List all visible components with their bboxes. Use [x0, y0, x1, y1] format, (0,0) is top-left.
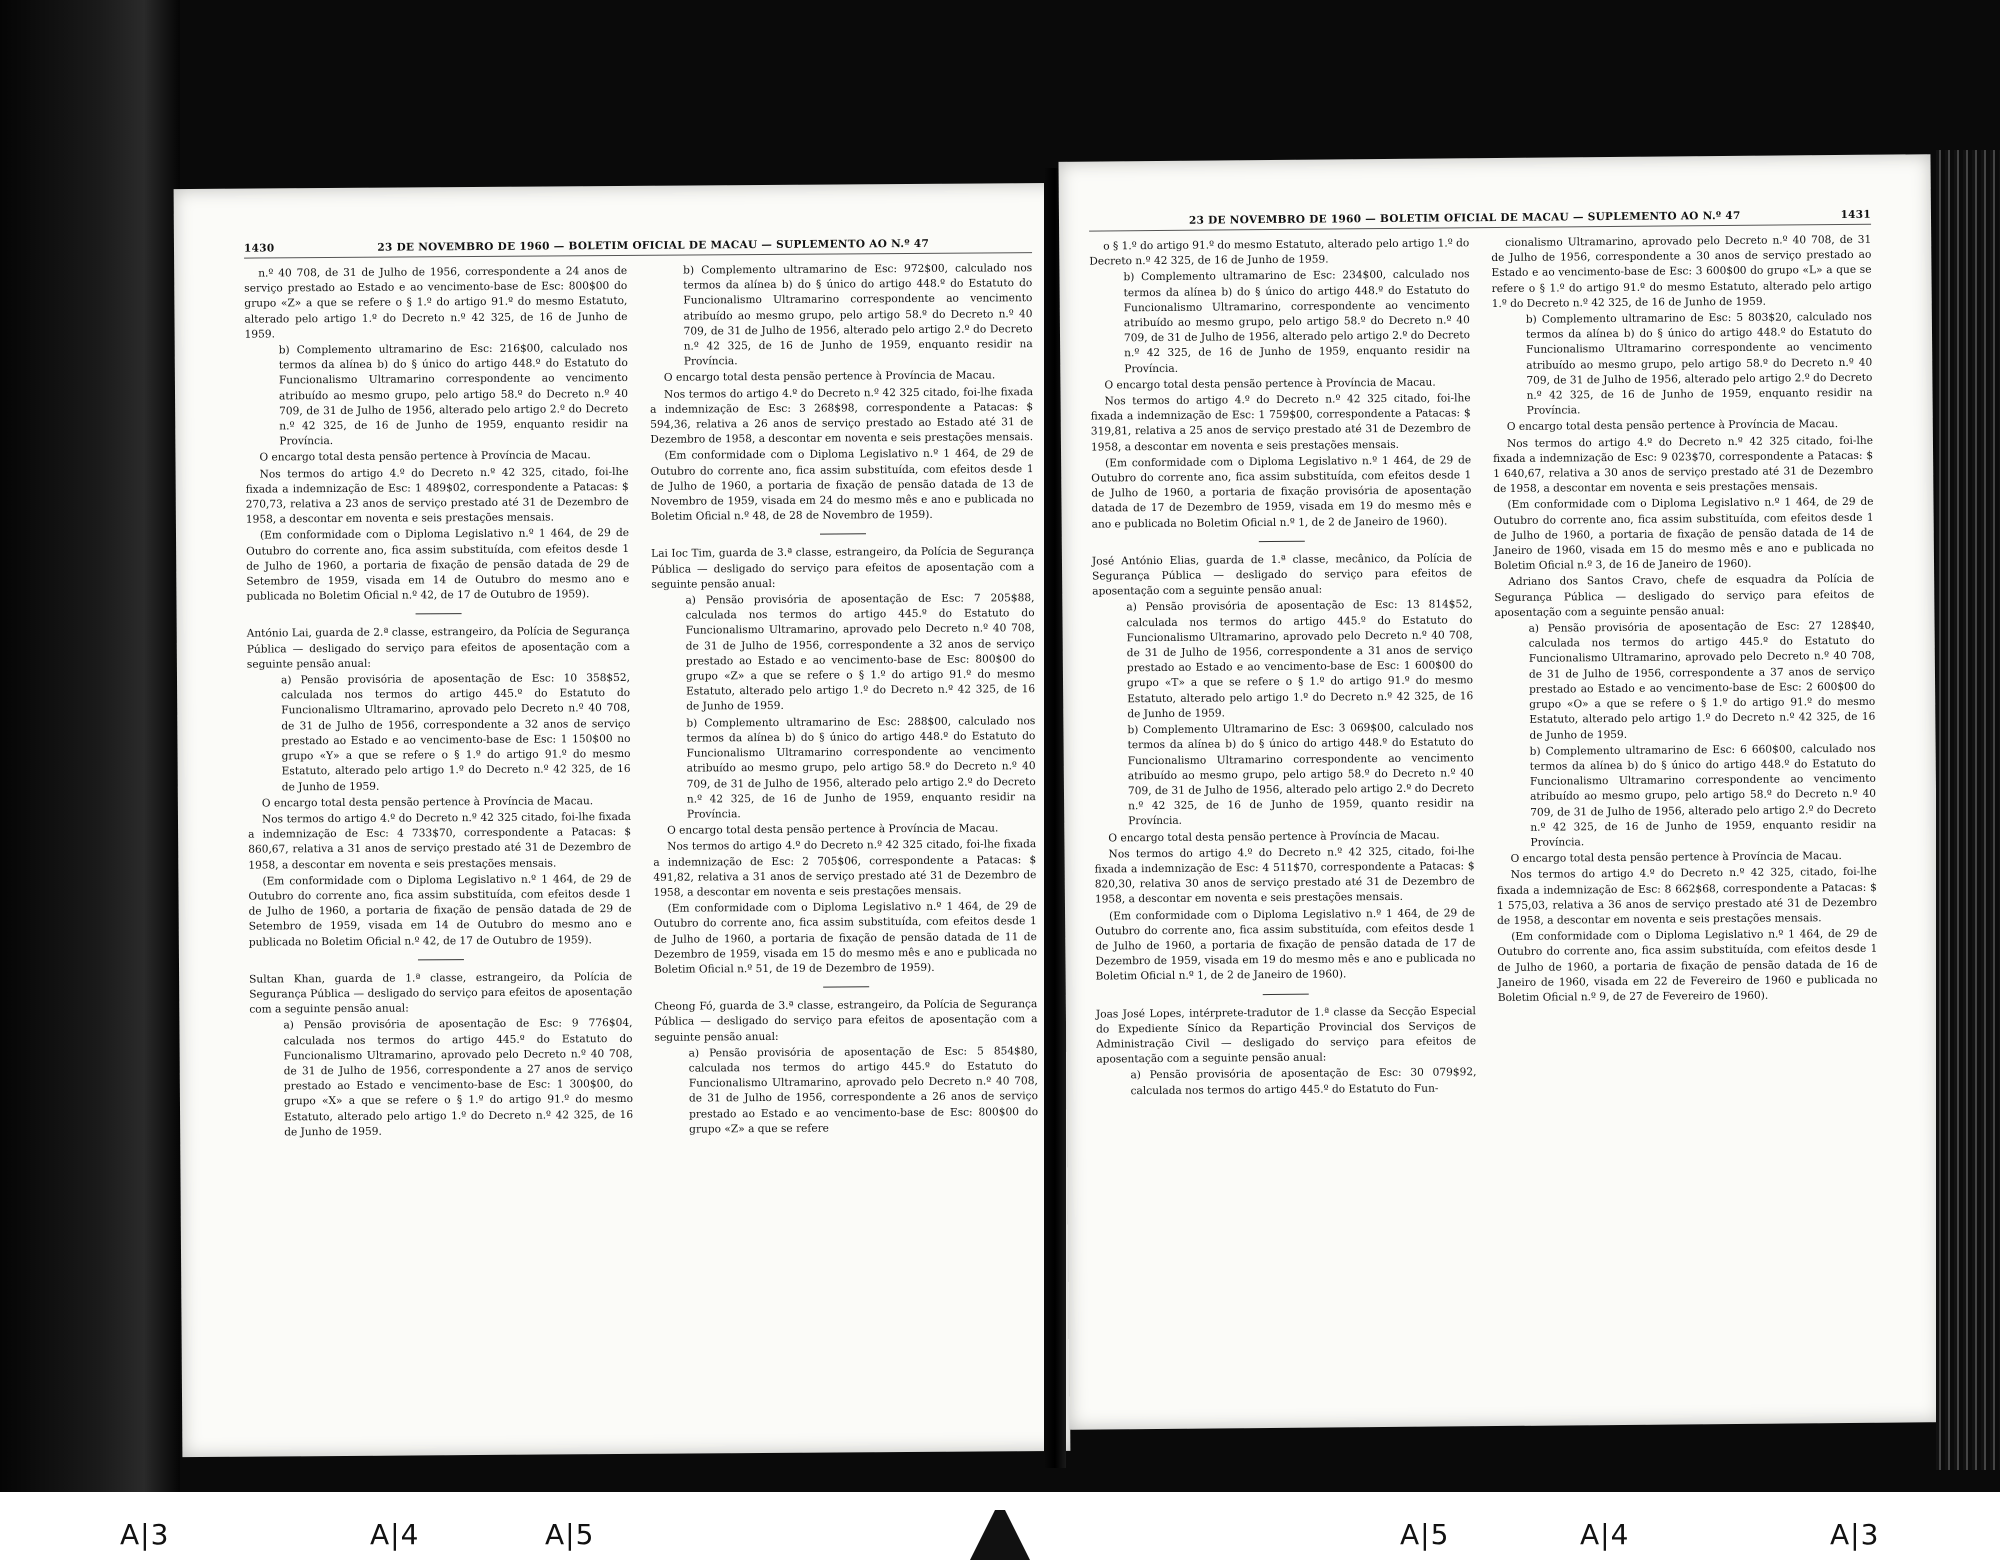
paragraph: (Em conformidade com o Diploma Legislativo n.º 1 464, de 29 de Outubro do corrente ano, fica assim substituída, com efeitos desde 1 de Julho de 1960, a portaria de fixação de pensão datada de 16 de Janeiro de 1960, visada em 22 de Fevereiro de 1960 e publicada no Boletim Oficial n.º 9, de 27 de Fevereiro de 1960). [1497, 927, 1878, 1004]
entry-separator [823, 986, 869, 987]
paragraph: Nos termos do artigo 4.º do Decreto n.º 42 325 citado, foi-lhe fixada a indemnização de Esc: 4 733$70, correspondente a Patacas: $ 860,67, relativa a 31 anos de serviço prestado até 31 de Dezembro de 1958, a descontar em noventa e seis prestações mensais. [248, 810, 632, 872]
right-running-head [1089, 209, 1871, 232]
entry-separator [1259, 541, 1305, 542]
pensioner-entry: António Lai, guarda de 2.ª classe, estrangeiro, da Polícia de Segurança Pública — desligado do serviço para efeitos de aposentação com a seguinte pensão anual: [246, 625, 630, 671]
pension-item: a) Pensão provisória de aposentação de Esc: 5 854$80, calculada nos termos do artigo 445.º do Estatuto do Funcionalismo Ultramarino, aprovado pelo Decreto n.º 40 708, de 31 de Julho de 1956, correspondente a 26 anos de serviço prestado ao Estado e ao vencimento-base de Esc: 800$00 do grupo «Z» a que se refere [688, 1044, 1039, 1136]
pensioner-entry: Cheong Fó, guarda de 3.ª classe, estrangeiro, da Polícia de Segurança Pública — desligado do serviço para efeitos de aposentação com a seguinte pensão anual: [654, 998, 1038, 1044]
left-page-number: 1430 [243, 242, 275, 255]
entry-separator [415, 614, 461, 615]
pension-item: a) Pensão provisória de aposentação de Esc: 13 814$52, calculada nos termos do artigo 445.º do Estatuto do Funcionalismo Ultramarino, aprovado pelo Decreto n.º 40 708, de 31 de Julho de 1956, correspondente a 31 anos de serviço prestado ao Estado e ao vencimento-base de Esc: 1 600$00 do grupo «T» a que se refere o § 1.º do artigo 91.º do mesmo Estatuto, alterado pelo artigo 1.º do Decreto n.º 42 325, de 16 de Junho de 1959. [1126, 598, 1474, 721]
paragraph: O encargo total desta pensão pertence à Província de Macau. [259, 449, 591, 464]
paragraph: O encargo total desta pensão pertence à Província de Macau. [261, 794, 594, 810]
pensioner-entry: José António Elias, guarda de 1.ª classe, mecânico, da Polícia de Segurança Pública — desligado do serviço para efeitos de aposentação com a seguinte pensão anual: [1091, 552, 1473, 598]
paragraph: O encargo total desta pensão pertence à Província de Macau. [1104, 376, 1436, 392]
paragraph: Nos termos do artigo 4.º do Decreto n.º 42 325 citado, foi-lhe fixada a indemnização de Esc: 3 268$98, correspondente a Patacas: $ 594,36, relativa a 26 anos de serviço prestado ao Estado até 31 de Dezembro de 1958, a descontar em noventa e seis prestações mensais. [650, 385, 1034, 447]
paragraph: O encargo total desta pensão pertence à Província de Macau. [1506, 418, 1839, 434]
paragraph: Nos termos do artigo 4.º do Decreto n.º 42 325, citado, foi-lhe fixada a indemnização de Esc: 8 662$68, correspondente a Patacas: $ 1 575,03, relativa a 36 anos de serviço prestado até 31 de Dezembro de 1958, a descontar em noventa e seis prestações mensais. [1496, 866, 1878, 927]
paragraph: O encargo total desta pensão pertence à Província de Macau. [1108, 829, 1440, 844]
film-mark-a3-right: A|3 [1830, 1518, 1880, 1551]
paragraph: Nos termos do artigo 4.º do Decreto n.º 42 325 citado, foi-lhe fixada a indemnização de Esc: 2 705$06, correspondente a Patacas: $ 491,82, relativa a 31 anos de serviço prestado até 31 de Dezembro de 1958, a descontar em noventa e seis prestações mensais. [653, 838, 1037, 899]
pension-item: b) Complemento ultramarino de Esc: 288$00, calculado nos termos da alínea b) do § único do artigo 448.º do Estatuto do Funcionalismo Ultramarino correspondente ao vencimento atribuído ao mesmo grupo, pelo artigo 58.º do Decreto n.º 40 709, de 31 de Julho de 1956, alterado pelo artigo 2.º do Decreto n.º 42 325, de 16 de Junho de 1959, enquanto residir na Província. [686, 714, 1036, 821]
paragraph: (Em conformidade com o Diploma Legislativo n.º 1 464, de 29 de Outubro do corrente ano, fica assim substituída, com efeitos desde 1 de Julho de 1960, a portaria de fixação de pensão datada de 29 de Setembro de 1959, visada em 14 de Outubro do mesmo ano e publicada no Boletim Oficial n.º 42, de 17 de Outubro de 1959). [246, 527, 630, 603]
paragraph: (Em conformidade com o Diploma Legislativo n.º 1 464, de 29 de Outubro do corrente ano, fica assim substituída, com efeitos desde 1 de Julho de 1960, a portaria de fixação de pensão datada de 29 de Setembro de 1959, visada em 14 de Outubro do mesmo ano e publicada no Boletim Oficial n.º 42, de 17 de Outubro de 1959). [248, 872, 632, 949]
paragraph: Adriano dos Santos Cravo, chefe de esquadra da Polícia de Segurança Pública — desligado do serviço para efeitos de aposentação com a seguinte pensão anual: [1494, 573, 1875, 619]
film-mark-a3-left: A|3 [120, 1518, 170, 1551]
right-header-title: 23 DE NOVEMBRO DE 1960 — BOLETIM OFICIAL DE MACAU — SUPLEMENTO AO N.º 47 [1188, 209, 1741, 227]
pension-item: a) Pensão provisória de aposentação de Esc: 9 776$04, calculada nos termos do artigo 445.º do Estatuto do Funcionalismo Ultramarino, aprovado pelo Decreto n.º 40 708, de 31 de Julho de 1956, correspondente a 27 anos de serviço prestado ao Estado e vencimento-base de Esc: 1 300$00, do grupo «X» a que se refere o § 1.º do artigo 91.º do mesmo Estatuto, alterado pelo artigo 1.º do Decreto n.º 42 325, de 16 de Junho de 1959. [283, 1017, 634, 1139]
pensioner-entry: Lai Ioc Tim, guarda de 3.ª classe, estrangeiro, da Polícia de Segurança Pública — desligado do serviço para efeitos de aposentação com a seguinte pensão anual: [651, 545, 1035, 591]
pension-item: b) Complemento ultramarino de Esc: 972$00, calculado nos termos da alínea b) do § único do artigo 448.º do Estatuto do Funcionalismo Ultramarino correspondente ao vencimento atribuído ao mesmo grupo, pelo artigo 58.º do Decreto n.º 40 709, de 31 de Julho de 1956, alterado pelo artigo 2.º do Decreto n.º 42 325, de 16 de Junho de 1959, enquanto residir na Província. [683, 262, 1033, 368]
pension-item: a) Pensão provisória de aposentação de Esc: 7 205$88, calculada nos termos do artigo 445.º do Estatuto do Funcionalismo Ultramarino, aprovado pelo Decreto n.º 40 708, de 31 de Julho de 1956, correspondente a 32 anos de serviço prestado ao Estado e ao vencimento-base de Esc: 800$00 do grupo «Z» a que se refere o § 1.º do artigo 91.º do mesmo Estatuto, alterado pelo artigo 1.º do Decreto n.º 42 325, de 16 de Junho de 1959. [685, 592, 1036, 714]
film-mark-a4-right: A|4 [1580, 1518, 1630, 1551]
pension-item: b) Complemento ultramarino de Esc: 6 660$00, calculado nos termos da alínea b) do § único do artigo 448.º do Estatuto do Funcionalismo Ultramarino correspondente ao vencimento atribuído ao mesmo grupo, pelo artigo 58.º do Decreto n.º 40 709, de 31 de Julho de 1956, alterado pelo artigo 2.º do Decreto n.º 42 325, de 16 de Junho de 1959, enquanto residir na Província. [1529, 742, 1877, 849]
scan-dark-margin [0, 0, 180, 1500]
left-running-head [244, 237, 1032, 259]
right-columns [1089, 233, 1881, 1350]
paragraph: Nos termos do artigo 4.º do Decreto n.º 42 325 citado, foi-lhe fixada a indemnização de Esc: 1 759$00, correspondente a Patacas: $ 319,81, relativa a 25 anos de serviço prestado até 31 de Dezembro de 1958, a descontar em noventa e seis prestações mensais. [1090, 392, 1471, 454]
pension-item: a) Pensão provisória de aposentação de Esc: 27 128$40, calculada nos termos do artigo 445.º do Estatuto do Funcionalismo Ultramarino, aprovado pelo Decreto n.º 40 708, de 31 de Julho de 1956, correspondente a 37 anos de serviço prestado ao Estado e ao vencimento-base de Esc: 2 600$00 do grupo «O» a que se refere o § 1.º do artigo 91.º do mesmo Estatuto, alterado pelo artigo 1.º do Decreto n.º 42 325, de 16 de Junho de 1959. [1528, 619, 1876, 742]
left-columns [244, 261, 1040, 1376]
film-mark-a5-left: A|5 [545, 1518, 595, 1551]
paragraph: (Em conformidade com o Diploma Legislativo n.º 1 464, de 29 de Outubro do corrente ano, fica assim substituída, com efeitos desde 1 de Julho de 1960, a portaria de fixação provisória de aposentação datada de 17 de Dezembro de 1959, visada em 19 do mesmo mês e ano e publicada no Boletim Oficial n.º 1, de 2 de Janeiro de 1960). [1091, 454, 1472, 531]
paragraph: (Em conformidade com o Diploma Legislativo n.º 1 464, de 29 de Outubro do corrente ano, fica assim substituída, com efeitos desde 1 de Julho de 1960, a portaria de fixação de pensão datada de 13 de Novembro de 1959, visada em 24 do mesmo mês e ano e publicada no Boletim Oficial n.º 48, de 28 de Novembro de 1959). [650, 447, 1034, 524]
right-page-number: 1431 [1840, 208, 1872, 222]
left-header-title: 23 DE NOVEMBRO DE 1960 — BOLETIM OFICIAL DE MACAU — SUPLEMENTO AO N.º 47 [377, 237, 930, 254]
paragraph: O encargo total desta pensão pertence à Província de Macau. [1510, 850, 1842, 866]
page-stack-edge [1936, 150, 2000, 1470]
pension-item: b) Complemento ultramarino de Esc: 216$00, calculado nos termos da alínea b) do § único do artigo 448.º do Estatuto do Funcionalismo Ultramarino correspondente ao vencimento atribuído ao mesmo grupo, pelo artigo 58.º do Decreto n.º 40 709, de 31 de Julho de 1956, alterado pelo artigo 2.º do Decreto n.º 42 325, de 16 de Junho de 1959, enquanto residir na Província. [278, 341, 629, 448]
paragraph: Nos termos do artigo 4.º do Decreto n.º 42 325, citado, foi-lhe fixada a indemnização de Esc: 1 489$02, correspondente a Patacas: $ 270,73, relativa a 23 anos de serviço prestado até 31 de Dezembro de 1958, a descontar em noventa e seis prestações mensais. [245, 465, 629, 526]
pension-item: a) Pensão provisória de aposentação de Esc: 30 079$92, calculada nos termos do artigo 445.º do Estatuto do Fun- [1130, 1066, 1477, 1097]
entry-separator [820, 534, 866, 535]
left-column-2 [649, 261, 1040, 1374]
right-column-2 [1491, 233, 1881, 1346]
film-mark-a5-right: A|5 [1400, 1518, 1450, 1551]
right-page [1058, 154, 1941, 1430]
pension-item: b) Complemento ultramarino de Esc: 234$00, calculado nos termos da alínea b) do § único do artigo 448.º do Estatuto do Funcionalismo Ultramarino, correspondente ao vencimento atribuído ao mesmo grupo, pelo artigo 58.º do Decreto n.º 40 709, de 31 de Julho de 1956, alterado pelo artigo 2.º do Decreto n.º 42 325, de 16 de Junho de 1959, enquanto residir na Província. [1123, 268, 1471, 375]
binding-fold-shadow [965, 1505, 1035, 1560]
paragraph: n.º 40 708, de 31 de Julho de 1956, correspondente a 24 anos de serviço prestado ao Estado e ao vencimento-base de Esc: 800$00 do grupo «Z» a que se refere o § 1.º do artigo 91.º do mesmo Estatuto, alterado pelo artigo 1.º do Decreto n.º 42 325, de 16 de Junho de 1959. [244, 264, 628, 341]
pension-item: b) Complemento Ultramarino de Esc: 3 069$00, calculado nos termos da alínea b) do § único do artigo 448.º do Estatuto do Funcionalismo Ultramarino correspondente ao vencimento atribuído ao mesmo grupo, pelo artigo 58.º do Decreto n.º 40 709, de 31 de Julho de 1956, alterado pelo artigo 2.º do Decreto n.º 42 325, de 16 de Junho de 1959, quanto residir na Província. [1127, 721, 1475, 828]
film-mark-a4-left: A|4 [370, 1518, 420, 1551]
paragraph: o § 1.º do artigo 91.º do mesmo Estatuto, alterado pelo artigo 1.º do Decreto n.º 42 325, de 16 de Junho de 1959. [1089, 237, 1470, 268]
paragraph: O encargo total desta pensão pertence à Província de Macau. [667, 822, 999, 837]
paragraph: (Em conformidade com o Diploma Legislativo n.º 1 464, de 29 de Outubro do corrente ano, fica assim substituída, com efeitos desde 1 de Julho de 1960, a portaria de fixação de pensão datada de 14 de Janeiro de 1960, visada em 15 do mesmo mês e ano e publicada no Boletim Oficial n.º 3, de 16 de Janeiro de 1960). [1493, 496, 1874, 573]
pensioner-entry: Sultan Khan, guarda de 1.ª classe, estrangeiro, da Polícia de Segurança Pública — desligado do serviço para efeitos de aposentação com a seguinte pensão anual: [249, 970, 633, 1016]
left-column-1 [244, 264, 635, 1377]
paragraph: Nos termos do artigo 4.º do Decreto n.º 42 325 citado, foi-lhe fixada a indemnização de Esc: 9 023$70, correspondente a Patacas: $ 1 640,67, relativa a 30 anos de serviço prestado até 31 de Dezembro de 1958, a descontar em noventa e seis prestações mensais. [1493, 434, 1874, 496]
pension-item: a) Pensão provisória de aposentação de Esc: 10 358$52, calculada nos termos do artigo 445.º do Estatuto do Funcionalismo Ultramarino, aprovado pelo Decreto n.º 40 708, de 31 de Julho de 1956, correspondente a 32 anos de serviço prestado ao Estado e ao vencimento-base de Esc: 1 150$00 no grupo «Y» a que se refere o § 1.º do artigo 91.º do mesmo Estatuto, alterado pelo artigo 1.º do Decreto n.º 42 325, de 16 de Junho de 1959. [280, 672, 631, 793]
paragraph: (Em conformidade com o Diploma Legislativo n.º 1 464, de 29 de Outubro do corrente ano, fica assim substituída, com efeitos desde 1 de Julho de 1960, a portaria de fixação de pensão datada de 11 de Dezembro de 1959, visada em 15 do mesmo mês e ano e publicada no Boletim Oficial n.º 51, de 19 de Dezembro de 1959). [653, 900, 1037, 976]
paragraph: Nos termos do artigo 4.º do Decreto n.º 42 325, citado, foi-lhe fixada a indemnização de Esc: 4 511$70, correspondente a Patacas: $ 820,30, relativa 30 anos de serviço prestado até 31 de Dezembro de 1958, a descontar em noventa e seis prestações mensais. [1094, 844, 1475, 906]
paragraph: (Em conformidade com o Diploma Legislativo n.º 1 464, de 29 de Outubro do corrente ano, fica assim substituída, com efeitos desde 1 de Julho de 1960, a portaria de fixação de pensão datada de 17 de Dezembro de 1959, visada em 19 do mesmo mês e ano e publicada no Boletim Oficial n.º 1, de 2 de Janeiro de 1960). [1095, 906, 1476, 983]
left-page [174, 183, 1071, 1457]
pensioner-entry: Joas José Lopes, intérprete-tradutor de 1.ª classe da Secção Especial do Expediente Sínico da Repartição Provincial dos Serviços de Administração Civil — desligado do serviço para efeitos de aposentação com a seguinte pensão anual: [1095, 1004, 1477, 1066]
paragraph: cionalismo Ultramarino, aprovado pelo Decreto n.º 40 708, de 31 de Julho de 1956, correspondente a 30 anos de serviço prestado ao Estado e ao vencimento-base de Esc: 3 600$00 do grupo «L» a que se refere o § 1.º do artigo 91.º do mesmo Estatuto, alterado pelo artigo 1.º do Decreto n.º 42 325, de 16 de Junho de 1959. [1491, 233, 1872, 310]
entry-separator [1263, 993, 1309, 994]
pension-item: b) Complemento ultramarino de Esc: 5 803$20, calculado nos termos da alínea b) do § único do artigo 448.º do Estatuto do Funcionalismo Ultramarino correspondente ao vencimento atribuído ao mesmo grupo, pelo artigo 58.º do Decreto n.º 40 709, de 31 de Julho de 1956, alterado pelo artigo 2.º do Decreto n.º 42 325, de 16 de Junho de 1959, enquanto residir na Província. [1525, 310, 1873, 417]
right-column-1 [1089, 236, 1479, 1349]
paragraph: O encargo total desta pensão pertence à Província de Macau. [663, 369, 996, 385]
entry-separator [417, 959, 463, 960]
